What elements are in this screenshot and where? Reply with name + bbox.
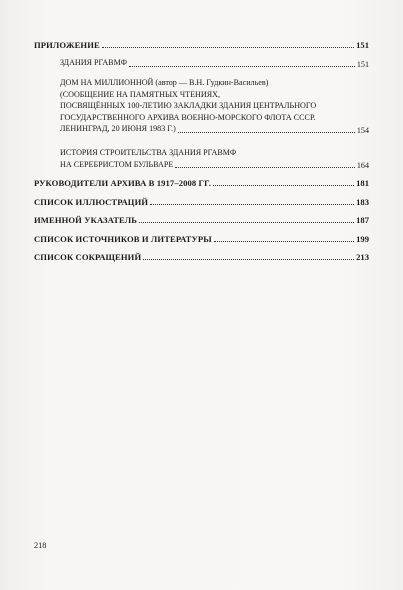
toc-entry-title: СПИСОК ИЛЛЮСТРАЦИЙ — [34, 197, 149, 207]
leader-dots — [129, 66, 355, 67]
toc-entry-title-line: ГОСУДАРСТВЕННОГО АРХИВА ВОЕННО-МОРСКОГО ФЛОТА СССР. — [60, 112, 316, 122]
leader-dots — [139, 222, 354, 223]
leader-dots — [213, 185, 354, 186]
toc-entry-page: 151 — [356, 59, 369, 69]
toc-entry-title: РУКОВОДИТЕЛИ АРХИВА В 1917–2008 ГГ. — [34, 178, 211, 188]
toc-entry-illustrations — [34, 197, 369, 207]
leader-dots — [150, 204, 354, 205]
toc-entry-title-line: НА СЕРЕБРИСТОМ БУЛЬВАРЕ — [60, 159, 174, 169]
toc-entry-title: СПИСОК ИСТОЧНИКОВ И ЛИТЕРАТУРЫ — [34, 234, 212, 244]
toc-entry-page: 181 — [356, 178, 369, 188]
toc-entry-page: 183 — [356, 197, 369, 207]
toc-entry-title-line: ПОСВЯЩЁННЫХ 100-ЛЕТИЮ ЗАКЛАДКИ ЗДАНИЯ ЦЕНТРАЛЬНОГО — [60, 101, 317, 111]
toc-entry-page: 164 — [356, 161, 369, 171]
toc-entry-title: ИМЕННОЙ УКАЗАТЕЛЬ — [34, 215, 138, 225]
toc-entry-name-index — [34, 215, 369, 225]
toc-entry-page: 154 — [356, 125, 369, 135]
leader-dots — [102, 47, 354, 48]
page-number: 218 — [34, 541, 47, 550]
toc-entry-buildings — [34, 57, 369, 69]
leader-dots — [175, 167, 355, 168]
toc-entry-title-line: ИСТОРИЯ СТРОИТЕЛЬСТВА ЗДАНИЯ РГАВМФ — [60, 148, 237, 157]
toc-entry-sources — [34, 234, 369, 244]
toc-entry-page: 213 — [356, 252, 369, 262]
toc-entry-appendix — [34, 40, 369, 50]
toc-entry-title: ЗДАНИЯ РГАВМФ — [60, 58, 128, 67]
leader-dots — [214, 241, 354, 242]
toc-entry-abbreviations — [34, 252, 369, 262]
toc-entry-title: ПРИЛОЖЕНИЕ — [34, 40, 100, 50]
leader-dots — [143, 259, 354, 260]
toc-entry-construction-history — [34, 147, 369, 170]
toc-entry-page: 187 — [356, 215, 369, 225]
toc-entry-page: 151 — [356, 40, 369, 50]
toc-entry-title-line: (СООБЩЕНИЕ НА ПАМЯТНЫХ ЧТЕНИЯХ, — [60, 89, 221, 99]
toc-entry-archive-heads — [34, 178, 369, 188]
toc-entry-title: СПИСОК СОКРАЩЕНИЙ — [34, 252, 142, 262]
leader-dots — [178, 132, 355, 133]
toc-entry-millionnaya-house — [34, 77, 369, 135]
toc-entry-title-line: ЛЕНИНГРАД, 20 ИЮНЯ 1983 Г.) — [60, 124, 176, 134]
toc-entry-title-line: ДОМ НА МИЛЛИОННОЙ (автор — В.Н. Гудкин-Васильев) — [60, 78, 269, 87]
toc-entry-page: 199 — [356, 234, 369, 244]
